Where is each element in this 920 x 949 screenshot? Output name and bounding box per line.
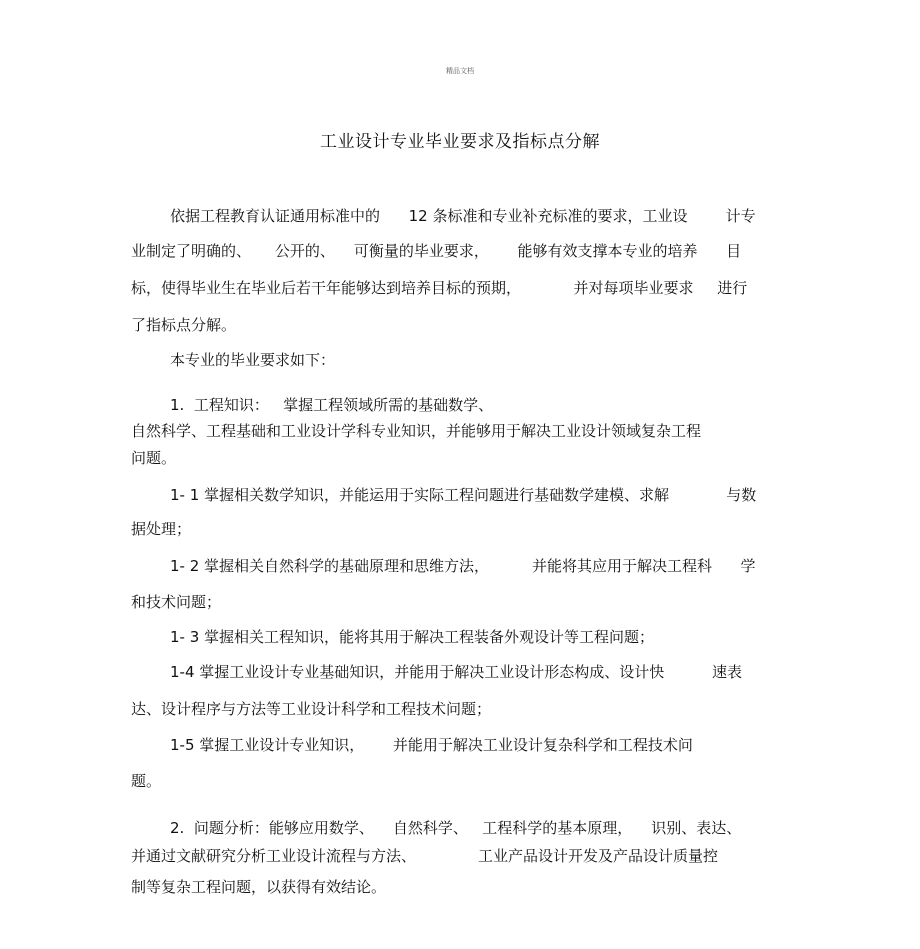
paragraph-line: 并通过文献研究分析工业设计流程与方法、 工业产品设计开发及产品设计质量控 bbox=[131, 847, 718, 865]
indicator-item: 1-4 掌握工业设计专业基础知识，并能用于解决工业设计形态构成、设计快 速表 bbox=[170, 663, 742, 681]
paragraph-line: 问题。 bbox=[131, 449, 177, 467]
indicator-item: 1- 2 掌握相关自然科学的基础原理和思维方法， 并能将其应用于解决工程科 学 bbox=[170, 557, 756, 575]
paragraph-line: 自然科学、工程基础和工业设计学科专业知识，并能够用于解决工业设计领域复杂工程 bbox=[131, 422, 702, 440]
indicator-item: 1- 1 掌握相关数学知识，并能运用于实际工程问题进行基础数学建模、求解 与数 bbox=[170, 486, 757, 504]
document-title: 工业设计专业毕业要求及指标点分解 bbox=[320, 132, 600, 152]
paragraph-line: 和技术问题； bbox=[131, 593, 222, 611]
paragraph-line: 标，使得毕业生在毕业后若干年能够达到培养目标的预期， 并对每项毕业要求 进行 bbox=[131, 279, 748, 297]
section-heading: 1. 工程知识： 掌握工程领域所需的基础数学、 bbox=[170, 396, 494, 414]
page-header-mark: 精品文档 bbox=[446, 67, 474, 75]
paragraph-line: 据处理； bbox=[131, 520, 192, 538]
paragraph-line: 制等复杂工程问题，以获得有效结论。 bbox=[131, 878, 387, 896]
paragraph-line: 题。 bbox=[131, 772, 162, 790]
paragraph-line: 达、设计程序与方法等工业设计科学和工程技术问题； bbox=[131, 700, 492, 718]
paragraph-line: 了指标点分解。 bbox=[131, 316, 237, 334]
paragraph-line: 依据工程教育认证通用标准中的 12 条标准和专业补充标准的要求，工业设 计专 bbox=[170, 207, 756, 225]
indicator-item: 1-5 掌握工业设计专业知识， 并能用于解决工业设计复杂科学和工程技术问 bbox=[170, 736, 693, 754]
indicator-item: 1- 3 掌握相关工程知识，能将其用于解决工程装备外观设计等工程问题； bbox=[170, 628, 655, 646]
paragraph-line: 本专业的毕业要求如下： bbox=[170, 351, 336, 369]
section-heading: 2. 问题分析：能够应用数学、 自然科学、 工程科学的基本原理， 识别、表达、 bbox=[170, 819, 742, 837]
paragraph-line: 业制定了明确的、 公开的、 可衡量的毕业要求， 能够有效支撑本专业的培养 目 bbox=[131, 242, 742, 260]
